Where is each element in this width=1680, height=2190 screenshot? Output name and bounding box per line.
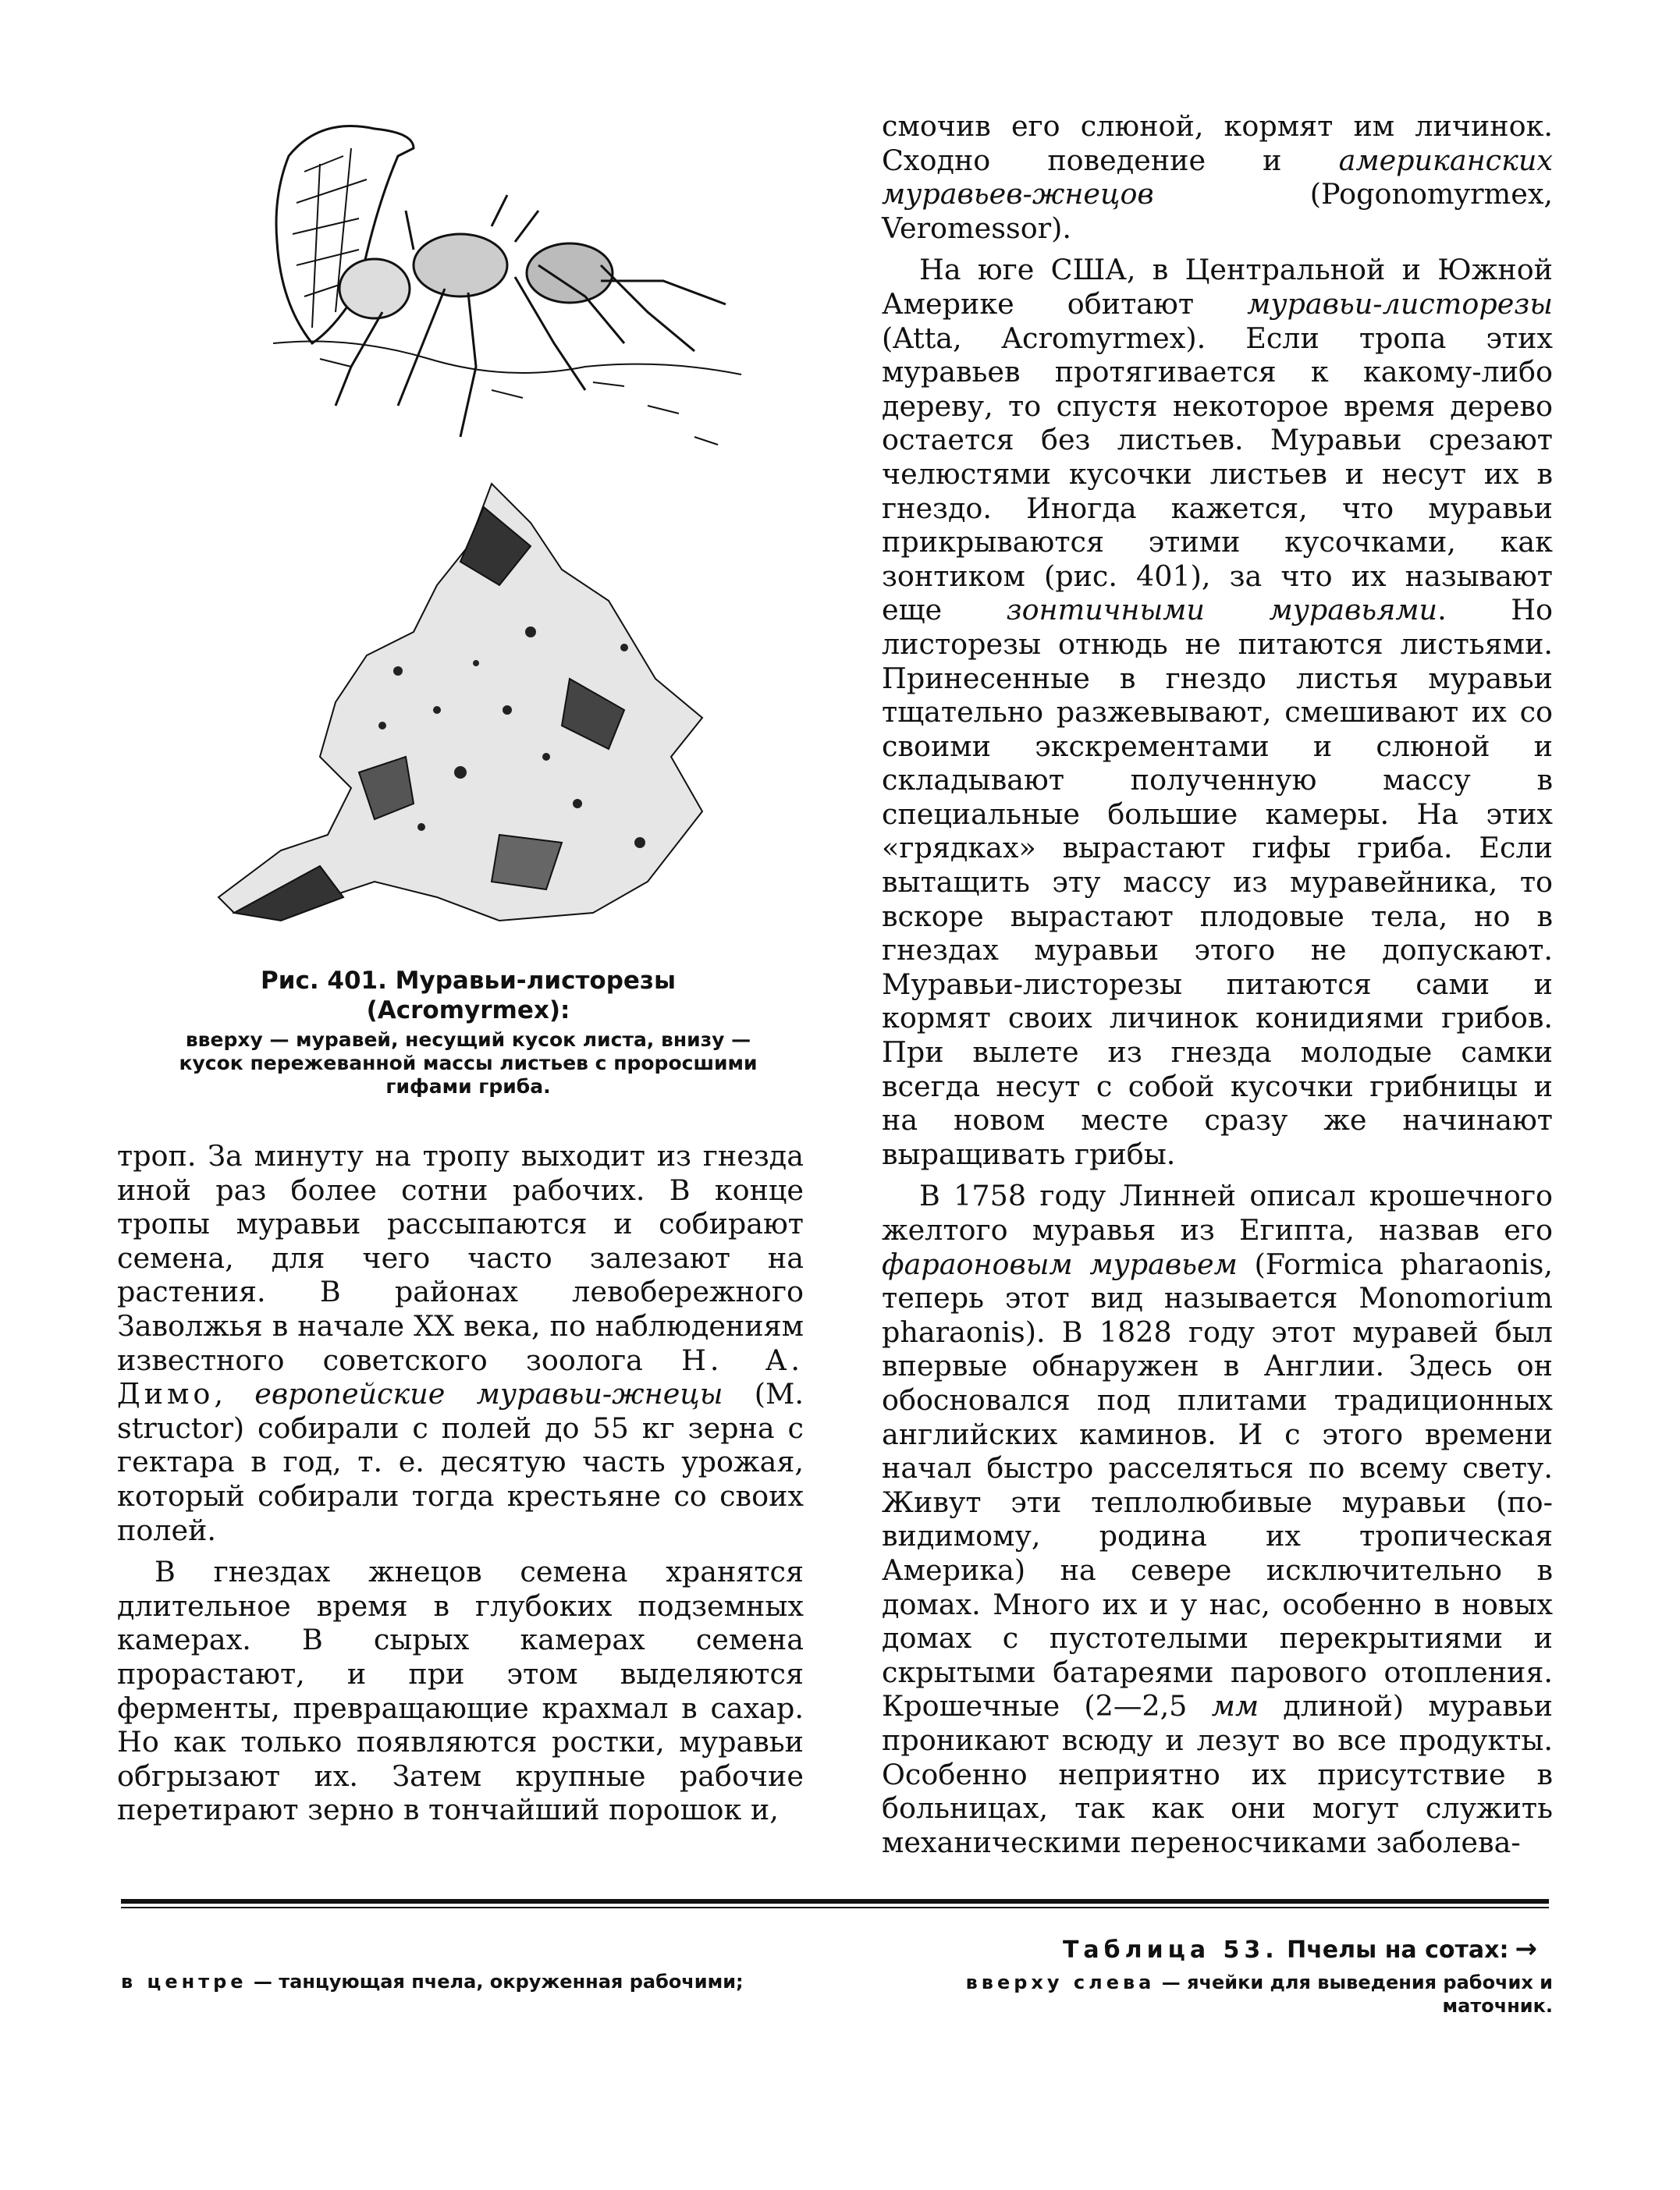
text-run: В 1758 году Линней описал крошечного желтого муравья из Египта, назвав его bbox=[882, 1179, 1553, 1247]
table-title: Пчелы на сотах: bbox=[1278, 1936, 1509, 1964]
text-run: . Но листорезы отнюдь не питаются листьями. Принесенные в гнездо листья муравьи тщательно разжевывают, смешивают их со своими экскрементами и слюной и складывают полученную массу в специальные большие камеры. На этих «грядках» вырастают гифы гриба. Если вытащить эту массу из муравейника, то вскоре вырастают плодовые тела, но в гнездах муравьи этого не допускают. Муравьи-листорезы питаются сами и кормят своих личинок конидиями грибов. При вылете из гнезда молодые самки всегда несут с собой кусочки грибницы и на новом месте сразу же начинают выращивать грибы. bbox=[882, 593, 1553, 1171]
table-description-right bbox=[882, 1971, 1553, 2018]
fungus-garden-illustration bbox=[203, 476, 796, 936]
description-text: — ячейки для выведения рабочих и маточник. bbox=[1155, 1972, 1553, 2017]
right-paragraph-3 bbox=[882, 1179, 1553, 1859]
italic-unit: мм bbox=[1211, 1689, 1259, 1723]
right-paragraph-2 bbox=[882, 253, 1553, 1171]
italic-term: фараоновым муравьем bbox=[882, 1247, 1238, 1281]
right-paragraph-1 bbox=[882, 109, 1553, 245]
text-run: троп. За минуту на тропу выходит из гнезда иной раз более сотни рабочих. В конце тропы муравьи рассыпаются и собирают семена, для чего часто залезают на растения. В районах левобережного Заволжья в начале XX века, по наблюдениям известного советского зоолога bbox=[117, 1139, 804, 1377]
italic-term: американских муравьев-жнецов bbox=[882, 143, 1553, 211]
text-run: (Atta, Acromyrmex). Если тропа этих муравьев протягивается к какому-либо дереву, то спустя некоторое время дерево остается без листьев. Муравьи срезают челюстями кусочки листьев и несут их в гнездо. Иногда кажется, что муравьи прикрываются этими кусочками, как зонтиком (рис. 401), за что их называют еще bbox=[882, 321, 1553, 627]
ant-carrying-leaf-illustration bbox=[258, 109, 757, 468]
italic-term: европейские муравьи-жнецы bbox=[254, 1377, 723, 1411]
left-paragraph-2: В гнездах жнецов семена хранятся длительное время в глубоких подземных камерах. В сырых камерах семена прорастают, и при этом выделяются ферменты, превращающие крахмал в сахар. Но как только появляются ростки, муравьи обгрызают их. Затем крупные рабочие перетирают зерно в тончайший порошок и, bbox=[117, 1555, 804, 1827]
text-run: (M. structor) собирали с полей до 55 кг зерна с гектара в год, т. е. десятую часть урожая, который собирали тогда крестьяне со своих полей. bbox=[117, 1377, 804, 1547]
figure-caption bbox=[156, 966, 780, 1099]
italic-term: муравьи-листорезы bbox=[1247, 286, 1553, 321]
italic-term: зонтичными муравьями bbox=[1006, 593, 1438, 627]
author-name: Н. А. Димо bbox=[117, 1343, 804, 1411]
left-paragraph-1 bbox=[117, 1139, 804, 1547]
table-label: Таблица 53. bbox=[1062, 1936, 1279, 1964]
text-run: , bbox=[214, 1377, 255, 1411]
right-column bbox=[882, 109, 1553, 1859]
text-run: (Pogonomyrmex, Veromessor). bbox=[882, 177, 1553, 245]
description-text: — танцующая пчела, окруженная рабочими; bbox=[247, 1971, 744, 1993]
footer-rule-thick bbox=[121, 1899, 1549, 1904]
position-label: вверху слева bbox=[965, 1972, 1156, 1993]
position-label: в центре bbox=[121, 1971, 247, 1993]
arrow-right-icon: → bbox=[1515, 1933, 1537, 1965]
left-column bbox=[117, 1139, 804, 1827]
footer-rule-thin bbox=[121, 1907, 1549, 1908]
caption-title: Рис. 401. Муравьи-листорезы (Acromyrmex): bbox=[261, 967, 676, 1024]
text-run: На юге США, в Центральной и Южной Америке обитают bbox=[882, 253, 1553, 321]
table-reference bbox=[921, 1933, 1537, 1965]
text-run: смочив его слюной, кормят им личинок. Сходно поведение и bbox=[882, 109, 1553, 177]
text-run: длиной) муравьи проникают всюду и лезут во все продукты. Особенно неприятно их присутствие в больницах, так как они могут служить механическими переносчиками заболева- bbox=[882, 1689, 1553, 1859]
caption-text: вверху — муравей, несущий кусок листа, внизу — кусок пережеванной массы листьев с проросшими гифами гриба. bbox=[179, 1028, 758, 1098]
table-description-left bbox=[121, 1971, 870, 1993]
text-run: (Formica pharaonis, теперь этот вид называется Monomorium pharaonis). В 1828 году этот муравей был впервые обнаружен в Англии. Здесь он обосновался под плитами традиционных английских каминов. И с этого времени начал быстро расселяться по всему свету. Живут эти теплолюбивые муравьи (по-видимому, родина их тропическая Америка) на севере исключительно в домах. Много их и у нас, особенно в новых домах с пустотелыми перекрытиями и скрытыми батареями парового отопления. Крошечные (2—2,5 bbox=[882, 1247, 1553, 1723]
